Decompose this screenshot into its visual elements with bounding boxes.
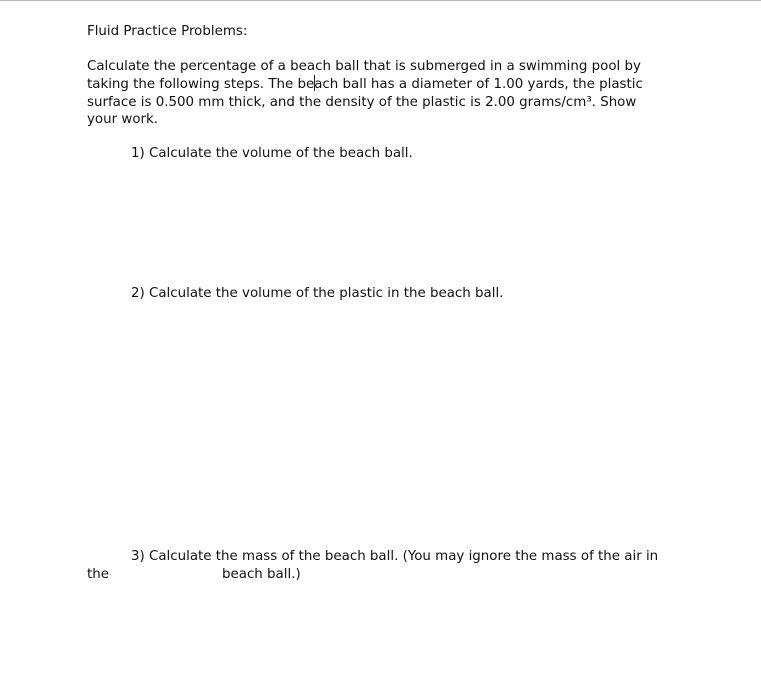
question-3-line-2-right: beach ball.) (222, 567, 301, 582)
question-1: 1) Calculate the volume of the beach ball. (131, 146, 413, 161)
line-2-text-before-cursor: taking the following steps. The be (87, 77, 315, 93)
question-3-line-2-left: the (87, 567, 109, 582)
problem-statement-line-3: surface is 0.500 mm thick, and the density of the plastic is 2.00 grams/cm³. Show (87, 94, 637, 110)
problem-statement-line-4: your work. (87, 112, 159, 128)
top-border-line (0, 0, 761, 1)
question-3-line-1: 3) Calculate the mass of the beach ball. (You may ignore the mass of the air in (131, 549, 659, 564)
line-2-text-after-cursor: ach ball has a diameter of 1.00 yards, the plastic (314, 77, 643, 93)
document-title: Fluid Practice Problems: (87, 24, 248, 39)
problem-statement (87, 58, 643, 129)
question-2: 2) Calculate the volume of the plastic in the beach ball. (131, 286, 504, 301)
problem-statement-line-2 (87, 75, 643, 93)
problem-statement-line-1: Calculate the percentage of a beach ball that is submerged in a swimming pool by (87, 59, 641, 74)
